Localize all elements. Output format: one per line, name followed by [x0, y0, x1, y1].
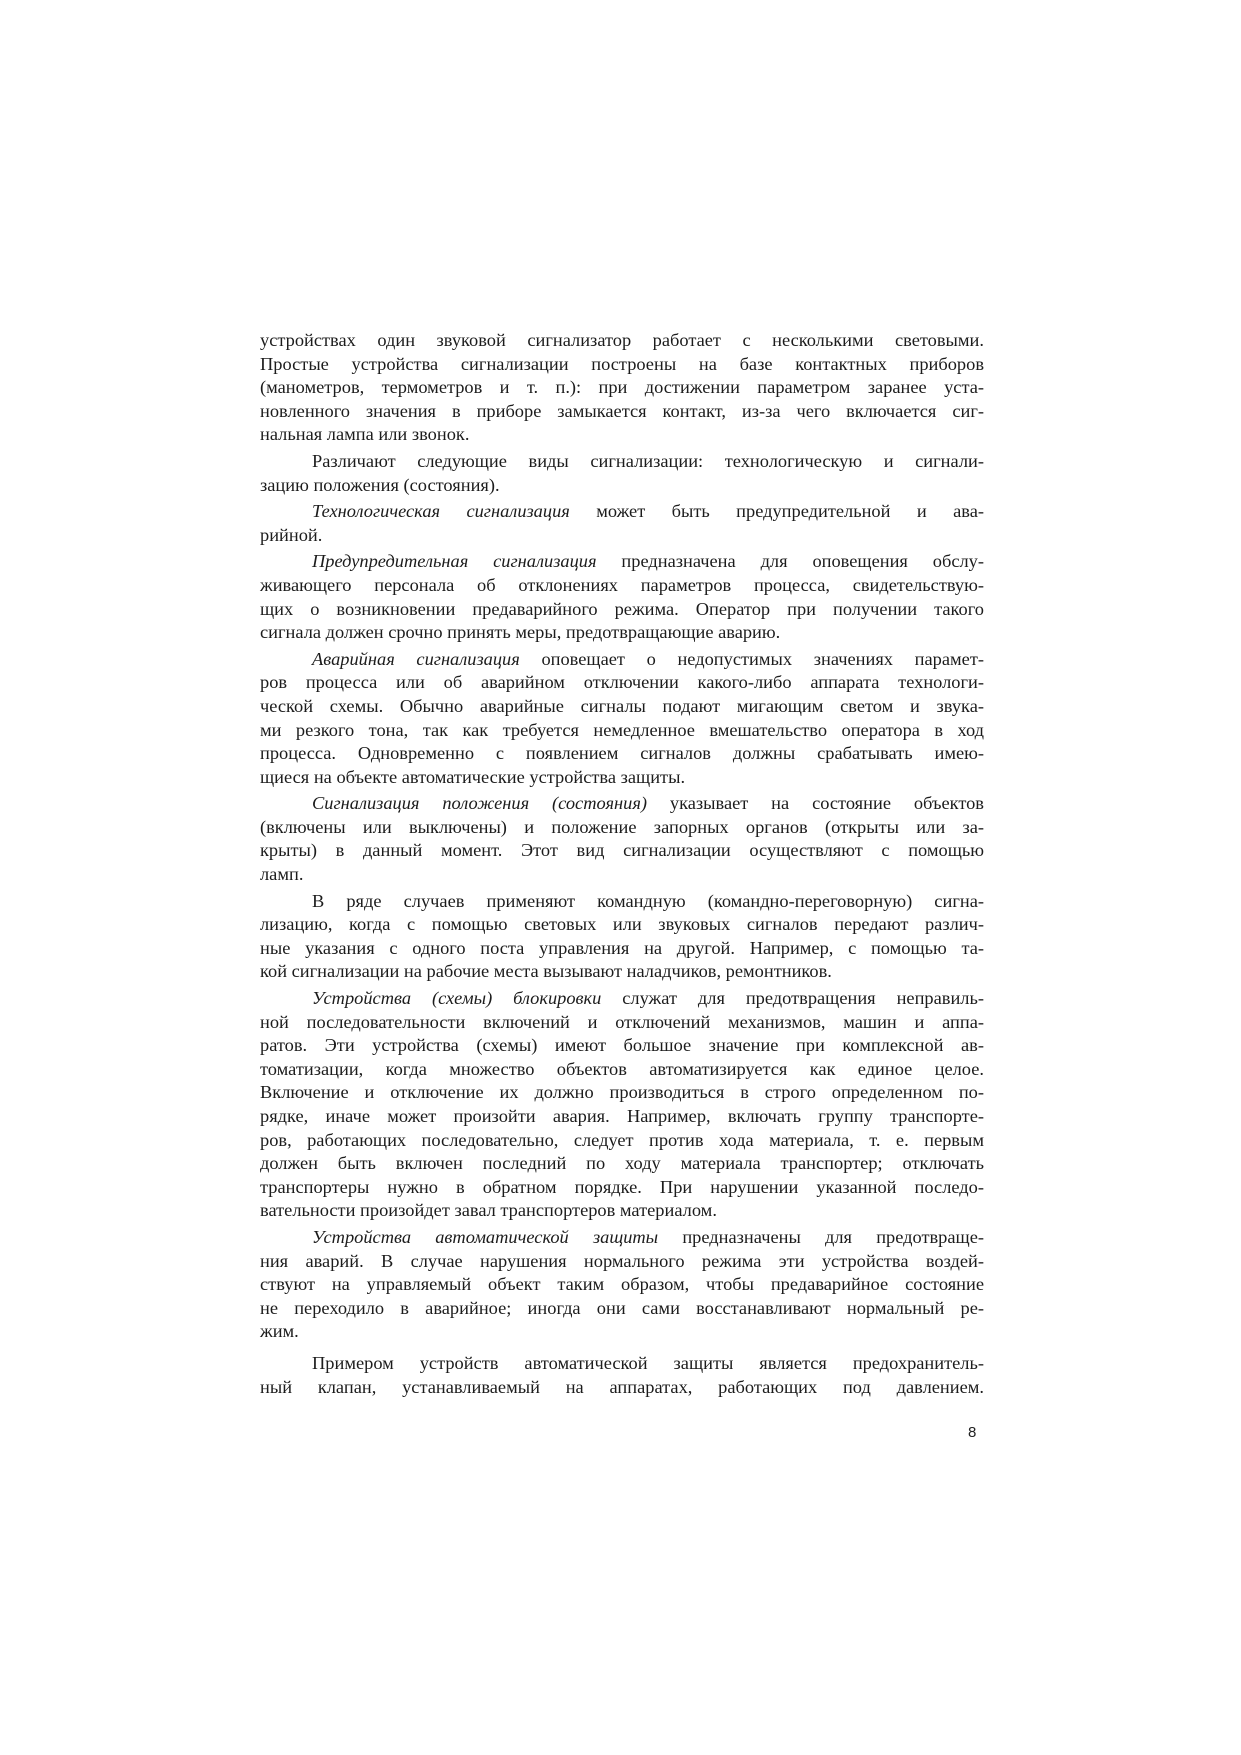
- text-line: живающего персонала об отклонениях параметров процесса, свидетельствую-: [260, 574, 984, 595]
- text-line: новленного значения в приборе замыкается контакт, из-за чего включается сиг-: [260, 400, 984, 421]
- italic-term: Предупредительная сигнализация: [312, 551, 597, 572]
- page-body-text: [260, 329, 984, 1399]
- text-fragment: служат для предотвращения неправиль-: [601, 988, 984, 1009]
- text-line: ные указания с одного поста управления на другой. Например, с помощью та-: [260, 937, 984, 958]
- text-fragment: указывает на состояние объектов: [647, 793, 984, 814]
- paragraph-sound-signaling: [260, 329, 984, 447]
- text-fragment: оповещает о недопустимых значениях парамет-: [519, 648, 984, 669]
- italic-term: Устройства (схемы) блокировки: [312, 988, 602, 1009]
- text-line: [260, 1226, 984, 1250]
- text-line: [260, 792, 984, 816]
- text-line: зацию положения (состояния).: [260, 474, 500, 495]
- paragraph-interlock-devices: [260, 987, 984, 1223]
- paragraph-warning-signaling: [260, 550, 984, 644]
- italic-term: Аварийная сигнализация: [312, 648, 520, 669]
- text-fragment: может быть предупредительной и ава-: [569, 501, 984, 522]
- paragraph-protection-example: [260, 1352, 984, 1399]
- text-line: ламп.: [260, 864, 304, 885]
- text-line: Примером устройств автоматической защиты является предохранитель-: [312, 1352, 984, 1373]
- text-line: Различают следующие виды сигнализации: технологическую и сигнали-: [312, 450, 984, 471]
- text-fragment: предназначена для оповещения обслу-: [596, 551, 984, 572]
- text-line: [260, 987, 984, 1011]
- text-line: томатизации, когда множество объектов автоматизируется как единое целое.: [260, 1058, 984, 1079]
- text-line: ный клапан, устанавливаемый на аппаратах, работающих под давлением.: [260, 1376, 984, 1397]
- text-line: (включены или выключены) и положение запорных органов (открыты или за-: [260, 816, 984, 837]
- text-line: ния аварий. В случае нарушения нормального режима эти устройства воздей-: [260, 1250, 984, 1271]
- text-fragment: предназначены для предотвраще-: [658, 1226, 984, 1247]
- italic-term: Устройства автоматической защиты: [312, 1226, 659, 1247]
- text-line: устройствах один звуковой сигнализатор работает с несколькими световыми.: [260, 330, 984, 350]
- text-line: рийной.: [260, 524, 323, 545]
- text-line: жим.: [260, 1321, 299, 1342]
- text-line: рядке, иначе может произойти авария. Например, включать группу транспорте-: [260, 1106, 984, 1126]
- text-line: ческой схемы. Обычно аварийные сигналы подают мигающим светом и звука-: [260, 695, 984, 716]
- text-line: Простые устройства сигнализации построены на базе контактных приборов: [260, 353, 984, 374]
- italic-term: Технологическая сигнализация: [312, 501, 570, 522]
- text-line: (манометров, термометров и т. п.): при достижении параметром заранее уста-: [260, 377, 984, 398]
- text-line: должен быть включен последний по ходу материала транспортер; отключать: [260, 1153, 984, 1174]
- paragraph-command-signaling: [260, 890, 984, 984]
- text-line: транспортеры нужно в обратном порядке. При нарушении указанной последо-: [260, 1176, 984, 1197]
- text-line: ми резкого тона, так как требуется немедленное вмешательство оператора в ход: [260, 719, 984, 740]
- text-line: кой сигнализации на рабочие места вызывают наладчиков, ремонтников.: [260, 961, 832, 982]
- text-line: щих о возникновении предаварийного режима. Оператор при получении такого: [260, 598, 984, 619]
- text-line: сигнала должен срочно принять меры, предотвращающие аварию.: [260, 622, 781, 643]
- text-line: вательности произойдет завал транспортеров материалом.: [260, 1200, 717, 1221]
- paragraph-signaling-types: [260, 450, 984, 497]
- text-line: Включение и отключение их должно производиться в строго определенном по-: [260, 1082, 984, 1103]
- text-line: ствуют на управляемый объект таким образом, чтобы предаварийное состояние: [260, 1274, 984, 1295]
- paragraph-position-signaling: [260, 792, 984, 886]
- text-line: не переходило в аварийное; иногда они сами восстанавливают нормальный ре-: [260, 1297, 984, 1318]
- text-line: щиеся на объекте автоматические устройства защиты.: [260, 766, 686, 787]
- text-line: лизацию, когда с помощью световых или звуковых сигналов передают различ-: [260, 914, 984, 935]
- text-line: В ряде случаев применяют командную (командно-переговорную) сигна-: [312, 890, 984, 911]
- text-line: [260, 500, 984, 524]
- page-number: 8: [968, 1424, 977, 1441]
- text-line: [260, 550, 984, 574]
- text-line: крыты) в данный момент. Этот вид сигнализации осуществляют с помощью: [260, 840, 984, 861]
- text-line: ратов. Эти устройства (схемы) имеют большое значение при комплексной ав-: [260, 1035, 984, 1056]
- paragraph-protection-devices: [260, 1226, 984, 1344]
- paragraph-technological-signaling: [260, 500, 984, 547]
- text-line: процесса. Одновременно с появлением сигналов должны срабатывать имею-: [260, 743, 984, 764]
- text-line: ров процесса или об аварийном отключении какого-либо аппарата технологи-: [260, 672, 984, 693]
- text-line: ной последовательности включений и отключений механизмов, машин и аппа-: [260, 1011, 984, 1032]
- italic-term: Сигнализация положения (состояния): [312, 793, 647, 814]
- text-line: ров, работающих последовательно, следует против хода материала, т. е. первым: [260, 1129, 984, 1150]
- paragraph-emergency-signaling: [260, 648, 984, 790]
- text-line: [260, 648, 984, 672]
- text-line: нальная лампа или звонок.: [260, 424, 470, 445]
